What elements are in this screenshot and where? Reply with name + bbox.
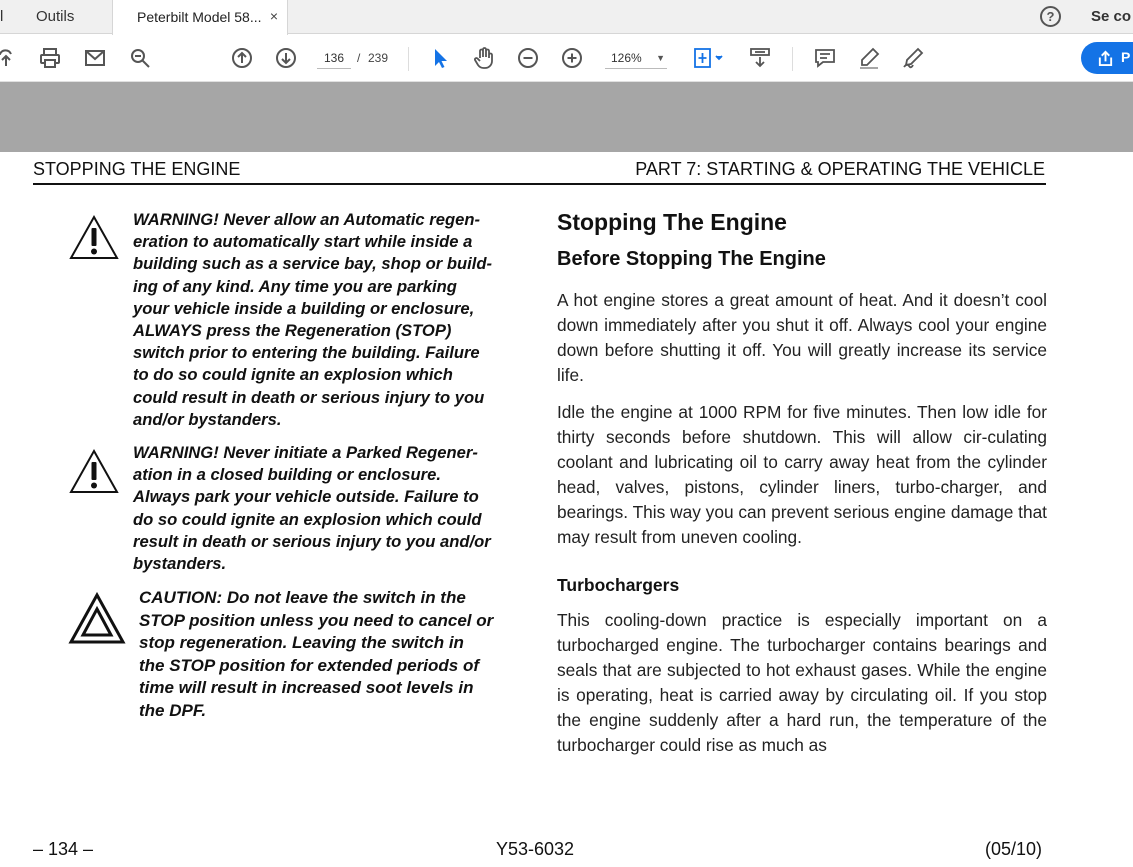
toolbar [0, 35, 1133, 82]
page-number-input[interactable]: 136 [317, 47, 351, 69]
warning-line: ALWAYS press the Regeneration (STOP) [133, 321, 452, 341]
warning-line: could result in death or serious injury to you [133, 387, 485, 407]
warning-line: and/or bystanders. [133, 409, 282, 429]
highlight-pen-icon[interactable] [857, 46, 881, 70]
page-separator: / [357, 51, 361, 65]
warning-triangle-icon [68, 214, 120, 262]
warning-line: ing of any kind. Any time you are parking [133, 276, 457, 296]
warning-text-2 [133, 442, 523, 575]
warning-line: Always park your vehicle outside. Failure to [133, 487, 479, 507]
tab-bar [0, 0, 1133, 34]
share-icon [1097, 50, 1114, 67]
toolbar-divider [792, 47, 793, 71]
fit-page-icon[interactable] [692, 46, 726, 70]
warning-line: ation in a closed building or enclosure. [133, 465, 441, 485]
toolbar-divider [408, 47, 409, 71]
zoom-select[interactable] [605, 47, 667, 69]
warning-line: switch prior to entering the building. Failure [133, 343, 480, 363]
warning-line: result in death or serious injury to you and/or [133, 531, 491, 551]
help-icon[interactable]: ? [1040, 6, 1061, 27]
mail-icon[interactable] [83, 46, 107, 70]
tab-document[interactable] [112, 0, 288, 35]
caution-line: time will result in increased soot levels in [139, 678, 474, 698]
pdf-page [0, 152, 1133, 867]
tab-close-icon[interactable]: × [269, 8, 278, 24]
select-cursor-icon[interactable] [428, 46, 452, 70]
page-number-footer: – 134 – [33, 839, 94, 859]
tab-tools[interactable]: Outils [36, 8, 75, 25]
caution-triangle-icon [68, 592, 126, 646]
warning-triangle-icon [68, 448, 120, 496]
warning-text-1 [133, 209, 523, 431]
caution-text [139, 587, 523, 723]
zoom-out-icon[interactable] [516, 46, 540, 70]
subsection-title: Before Stopping The Engine [557, 248, 826, 270]
document-code: Y53-6032 [496, 839, 575, 859]
caution-line: the STOP position for extended periods of [139, 655, 480, 675]
next-page-icon[interactable] [274, 46, 298, 70]
warning-line: your vehicle inside a building or enclosure, [133, 298, 475, 318]
caution-line: stop regeneration. Leaving the switch in [139, 633, 464, 653]
warning-line: bystanders. [133, 554, 227, 574]
warning-line: eration to automatically start while inside a [133, 232, 473, 252]
paragraph-3: This cooling-down practice is especially important on a turbocharged engine. The turbocharger contains bearings and seals that are subjected to hot exhaust gases. While the engine is operating, heat is carried away by circulating oil. If you stop the engine suddenly after a hard run, the temperature of the turbocharger could rise as much as [557, 610, 1047, 755]
scroll-mode-icon[interactable] [748, 46, 772, 70]
page-gap [0, 82, 1133, 152]
turbochargers-title: Turbochargers [557, 575, 680, 595]
search-icon[interactable] [128, 46, 152, 70]
sign-in-link[interactable]: Se co [1091, 8, 1132, 25]
previous-page-icon[interactable] [230, 46, 254, 70]
zoom-value: 126% [611, 51, 642, 65]
comment-icon[interactable] [813, 46, 837, 70]
warning-line: do so could ignite an explosion which could [133, 509, 482, 529]
caution-line: STOP position unless you need to cancel or [139, 610, 494, 630]
header-rule [33, 183, 1046, 185]
warning-line: WARNING! Never allow an Automatic regen- [133, 210, 480, 229]
caution-line: CAUTION: Do not leave the switch in the [139, 588, 466, 607]
running-header-left: STOPPING THE ENGINE [33, 159, 241, 179]
hand-tool-icon[interactable] [472, 46, 496, 70]
chevron-down-icon: ▼ [656, 53, 665, 63]
warning-line: to do so could ignite an explosion which [133, 365, 453, 385]
warning-line: WARNING! Never initiate a Parked Regener- [133, 443, 478, 462]
document-date: (05/10) [985, 839, 1043, 859]
tab-home-partial[interactable]: l [0, 8, 4, 25]
share-button[interactable] [1081, 42, 1133, 74]
paragraph-1: A hot engine stores a great amount of heat. And it doesn’t cool down immediately after you shut it off. Always cool your engine down before shutting it off. You will greatly increase its service life. [557, 290, 1047, 385]
share-button-label: P [1121, 49, 1131, 65]
warning-line: building such as a service bay, shop or build- [133, 254, 492, 274]
sign-icon[interactable] [901, 46, 925, 70]
tab-document-label: Peterbilt Model 58... [137, 9, 262, 25]
print-icon[interactable] [38, 46, 62, 70]
caution-line: the DPF. [139, 700, 207, 720]
page-total: 239 [368, 51, 389, 65]
section-title: Stopping The Engine [557, 209, 787, 235]
zoom-in-icon[interactable] [560, 46, 584, 70]
upload-icon[interactable] [0, 46, 18, 70]
running-header-right: PART 7: STARTING & OPERATING THE VEHICLE [635, 159, 1045, 179]
paragraph-2: Idle the engine at 1000 RPM for five minutes. Then low idle for thirty seconds before shutdown. This will allow cir-culating coolant and lubricating oil to carry away heat from the cylinder head, valves, pistons, cylinder liners, turbo-charger, and bearings. This way you can prevent serious engine damage that may result from uneven cooling. [557, 402, 1047, 547]
